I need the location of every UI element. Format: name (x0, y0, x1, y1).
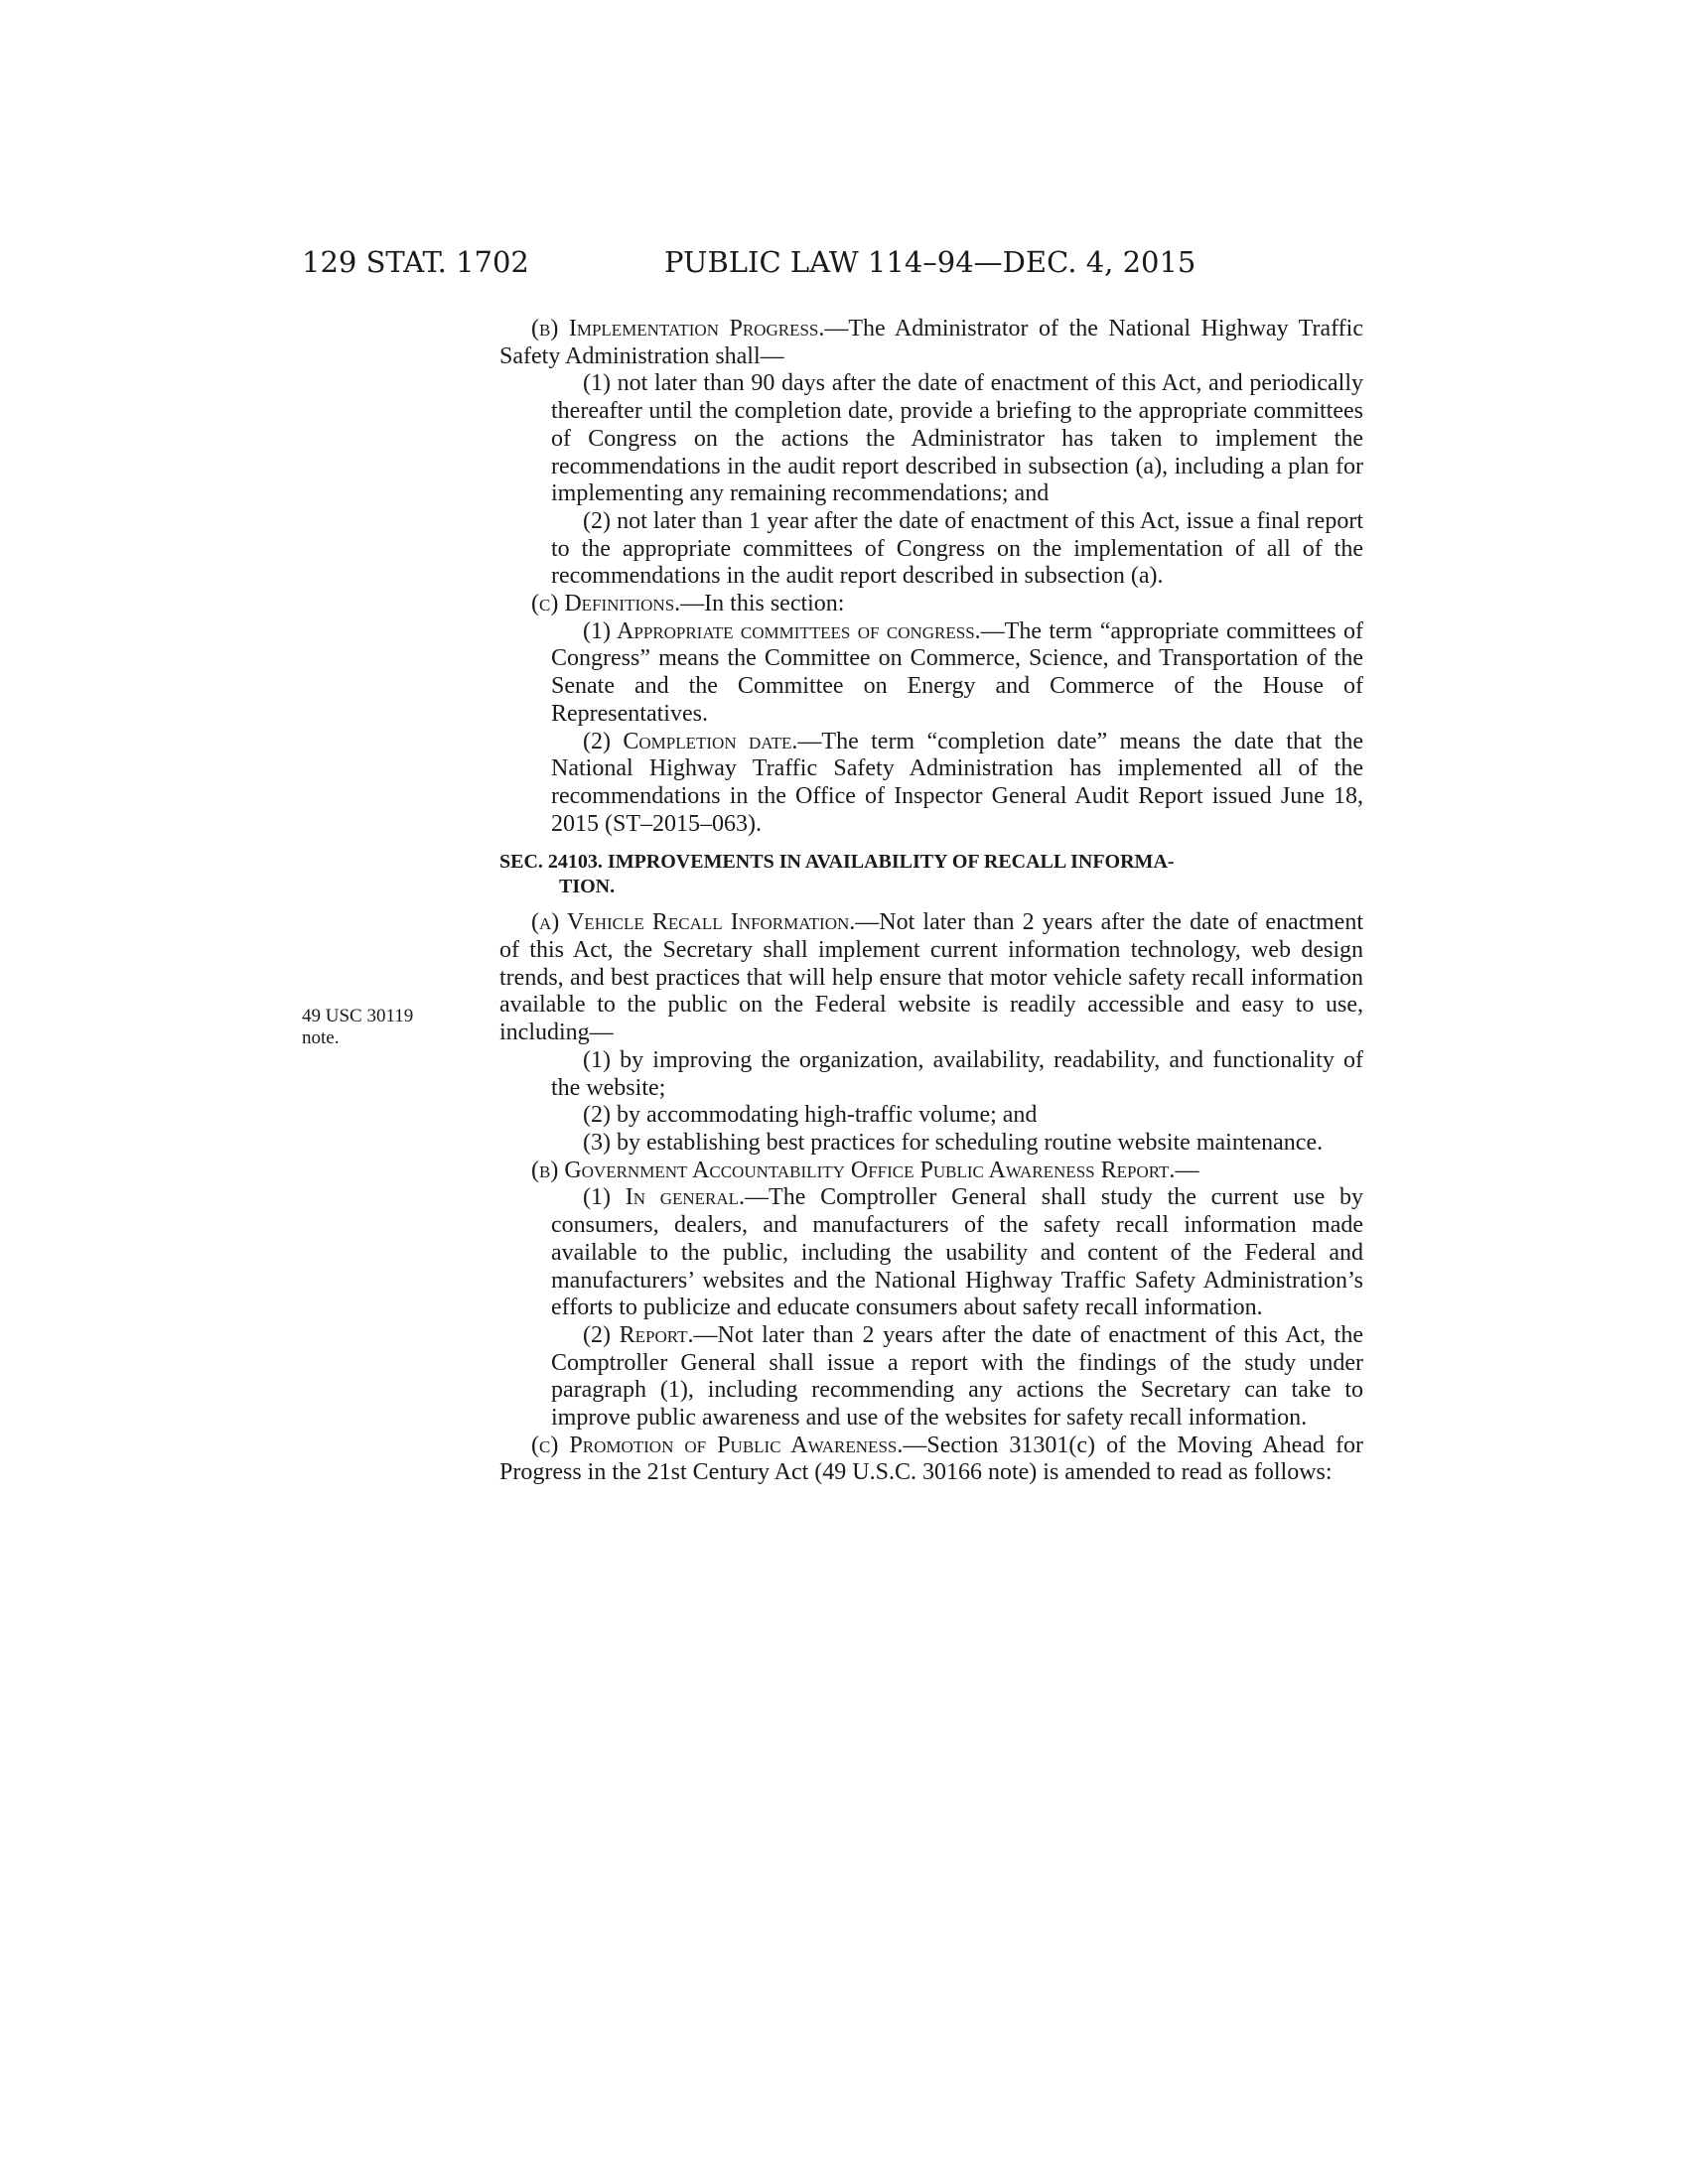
document-body (499, 316, 1363, 1487)
page-header (302, 245, 1390, 285)
public-law-reference: PUBLIC LAW 114–94—DEC. 4, 2015 (664, 245, 1196, 279)
section-b-paragraph-1 (551, 1184, 1363, 1322)
section-c-heading: (c) Promotion of Public Awareness. (531, 1432, 904, 1458)
subsection-c (499, 591, 1363, 618)
definition-1-heading: (1) Appropriate committees of congress. (583, 617, 981, 644)
section-b-2-text: —Not later than 2 years after the date of enactment of this Act, the Comptroller General shall issue a report with the findings of the study under paragraph (1), including recommending any actions the Secretary can take to improve public awareness and use of the websites for safety recall information. (551, 1321, 1363, 1432)
subsection-c-text: —In this section: (680, 591, 845, 617)
section-b-text: — (1175, 1157, 1199, 1183)
subsection-b (499, 316, 1363, 370)
section-c-text: —Section 31301(c) of the Moving Ahead for Progress in the 21st Century Act (49 U.S.C. 30166 note) is amended to read as follows: (499, 1432, 1363, 1486)
statute-page-reference: 129 STAT. 1702 (302, 245, 529, 279)
section-title-line-1: SEC. 24103. IMPROVEMENTS IN AVAILABILITY OF RECALL INFORMA- (499, 851, 1175, 874)
section-subsection-b (499, 1158, 1363, 1185)
subsection-b-heading: (b) Implementation Progress. (531, 316, 825, 341)
subsection-b-text: —The Administrator of the National Highway Traffic Safety Administration shall— (499, 316, 1363, 369)
section-b-heading: (b) Government Accountability Office Public Awareness Report. (531, 1157, 1176, 1183)
subsection-b-paragraph-1: (1) not later than 90 days after the date of enactment of this Act, and periodically thereafter until the completion date, provide a briefing to the appropriate committees of Congress on the actions the Administrator has taken to implement the recommendations in the audit report described in subsection (a), including a plan for implementing any remaining recommendations; and (551, 370, 1363, 507)
margin-note-label: note. (302, 1027, 340, 1048)
definition-completion-date (551, 729, 1363, 839)
definition-2-text: —The term “completion date” means the date that the National Highway Traffic Safety Administration has implemented all of the recommendations in the Office of Inspector General Audit Report issued June 18, 2015 (ST–2015–063). (551, 728, 1363, 837)
definition-appropriate-committees (551, 618, 1363, 729)
definition-1-text: —The term “appropriate committees of Congress” means the Committee on Commerce, Science, and Transportation of the Senate and the Committee on Energy and Commerce of the House of Representatives. (551, 617, 1363, 727)
margin-note-citation: 49 USC 30119 (302, 1006, 414, 1026)
section-b-1-text: —The Comptroller General shall study the current use by consumers, dealers, and manufacturers of the safety recall information made available to the public, including the usability and content of the Federal and manufacturers’ websites and the National Highway Traffic Safety Administration’s efforts to publicize and educate consumers about safety recall information. (551, 1184, 1364, 1321)
margin-note (302, 1006, 431, 1049)
section-a-paragraph-3: (3) by establishing best practices for scheduling routine website maintenance. (583, 1129, 1324, 1156)
section-title-line-2: TION. (559, 876, 616, 898)
section-a-text: —Not later than 2 years after the date of enactment of this Act, the Secretary shall implement current information technology, web design trends, and best practices that will help ensure that motor vehicle safety recall information available to the public on the Federal website is readily accessible and easy to use, including— (499, 909, 1363, 1046)
section-a-heading: (a) Vehicle Recall Information. (531, 909, 856, 936)
definition-2-heading: (2) Completion date. (583, 728, 798, 754)
section-subsection-a (499, 909, 1363, 1047)
subsection-c-heading: (c) Definitions. (531, 591, 681, 617)
section-b-1-heading: (1) In general. (583, 1184, 746, 1211)
section-a-paragraph-1: (1) by improving the organization, availability, readability, and functionality of the website; (551, 1046, 1363, 1101)
section-b-2-heading: (2) Report. (583, 1321, 694, 1348)
section-heading (499, 850, 1363, 899)
section-subsection-c (499, 1433, 1363, 1487)
section-b-paragraph-2 (551, 1322, 1363, 1433)
section-a-paragraph-2: (2) by accommodating high-traffic volume; and (583, 1102, 1038, 1129)
subsection-b-paragraph-2: (2) not later than 1 year after the date of enactment of this Act, issue a final report to the appropriate committees of Congress on the implementation of all of the recommendations in the audit report described in subsection (a). (551, 507, 1363, 590)
